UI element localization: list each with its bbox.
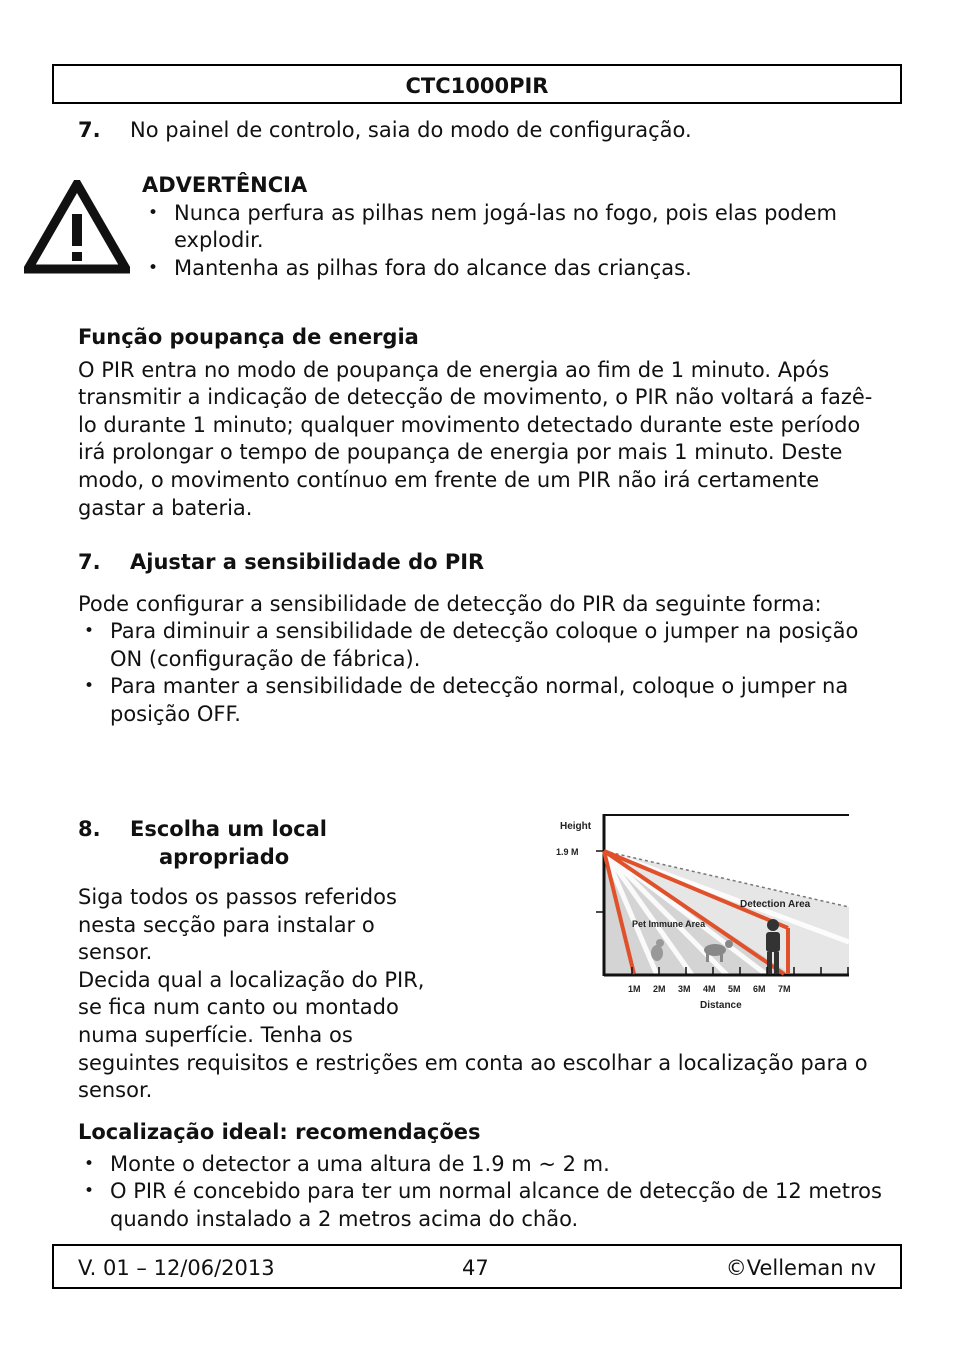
section-heading <box>78 816 478 844</box>
section-heading <box>78 549 884 577</box>
para-line: Siga todos os passos referidos <box>78 885 397 909</box>
height-mark-label: 1.9 M <box>556 847 579 857</box>
warning-title: ADVERTÊNCIA <box>142 173 308 197</box>
para-line: Decida qual a localização do PIR, <box>78 967 425 992</box>
list-item: • Monte o detector a uma altura de 1.9 m ~ 2 m. <box>78 1151 884 1179</box>
section-number: 7. <box>78 550 101 574</box>
model-name: CTC1000PIR <box>405 74 549 98</box>
sensitivity-section <box>78 549 884 729</box>
para-line: sensor. <box>78 940 153 965</box>
warning-icon <box>24 180 130 274</box>
section-title-line1: Escolha um local <box>130 817 327 841</box>
ideal-section <box>78 1119 884 1233</box>
section-number: 8. <box>78 817 101 841</box>
pet-area-label: Pet Immune Area <box>632 919 706 929</box>
section-heading: Função poupança de energia <box>78 325 419 349</box>
footer-version: V. 01 – 12/06/2013 <box>78 1256 275 1280</box>
list-item: • O PIR é concebido para ter um normal alcance de detecção de 12 metros quando instalado a 2 metros acima do chão. <box>78 1178 884 1233</box>
list-item: • Mantenha as pilhas fora do alcance das crianças. <box>142 255 862 283</box>
footer-copyright: ©Velleman nv <box>725 1256 876 1280</box>
x-tick-label: 2M <box>653 984 666 994</box>
section-heading: Localização ideal: recomendações <box>78 1120 481 1144</box>
y-axis-label: Height <box>560 821 592 832</box>
list-item: • Para diminuir a sensibilidade de detecção coloque o jumper na posição ON (configuração de fábrica). <box>78 618 884 673</box>
para-rest: seguintes requisitos e restrições em conta ao escolhar a localização para o sensor. <box>78 1050 868 1103</box>
energy-body: O PIR entra no modo de poupança de energia ao fim de 1 minuto. Após transmitir a indicação de detecção de movimento, o PIR não voltará a fazê-lo durante 1 minuto; qualquer movimento detectado durante este período irá prolongar o tempo de poupança de energia por mais 1 minuto. Deste modo, o movimento contínuo em frente de um PIR não irá certamente gastar a bateria. <box>78 357 873 520</box>
section-title-line2: apropriado <box>159 844 290 869</box>
step-exit-config <box>78 117 898 145</box>
document-footer <box>52 1244 902 1289</box>
list-item: • Para manter a sensibilidade de detecção normal, coloque o jumper na posição OFF. <box>78 673 884 728</box>
ideal-list <box>78 1151 884 1234</box>
detection-diagram <box>552 812 852 1017</box>
list-item: • Nunca perfura as pilhas nem jogá-las no fogo, pois elas podem explodir. <box>142 200 862 255</box>
step-number: 7. <box>78 118 101 142</box>
energy-section <box>78 324 878 522</box>
warning-block <box>142 172 862 282</box>
x-tick-label: 7M <box>778 984 791 994</box>
x-tick-label: 3M <box>678 984 691 994</box>
para-line: numa superfície. Tenha os <box>78 1022 353 1047</box>
para-line: nesta secção para instalar o <box>78 912 375 937</box>
sensitivity-list <box>78 618 884 728</box>
section-title: Ajustar a sensibilidade do PIR <box>130 550 485 574</box>
document-header <box>52 64 902 104</box>
sensitivity-intro: Pode configurar a sensibilidade de detecção do PIR da seguinte forma: <box>78 591 822 616</box>
x-axis-label: Distance <box>700 1000 742 1011</box>
footer-page-number: 47 <box>462 1256 489 1280</box>
location-heading <box>78 816 478 871</box>
detection-area-label: Detection Area <box>740 899 811 910</box>
para-line: se fica num canto ou montado <box>78 995 399 1020</box>
step-text: No painel de controlo, saia do modo de configuração. <box>130 118 692 142</box>
warning-list <box>142 200 862 283</box>
x-tick-label: 4M <box>703 984 716 994</box>
x-tick-label: 1M <box>628 984 641 994</box>
x-tick-label: 5M <box>728 984 741 994</box>
x-tick-label: 6M <box>753 984 766 994</box>
